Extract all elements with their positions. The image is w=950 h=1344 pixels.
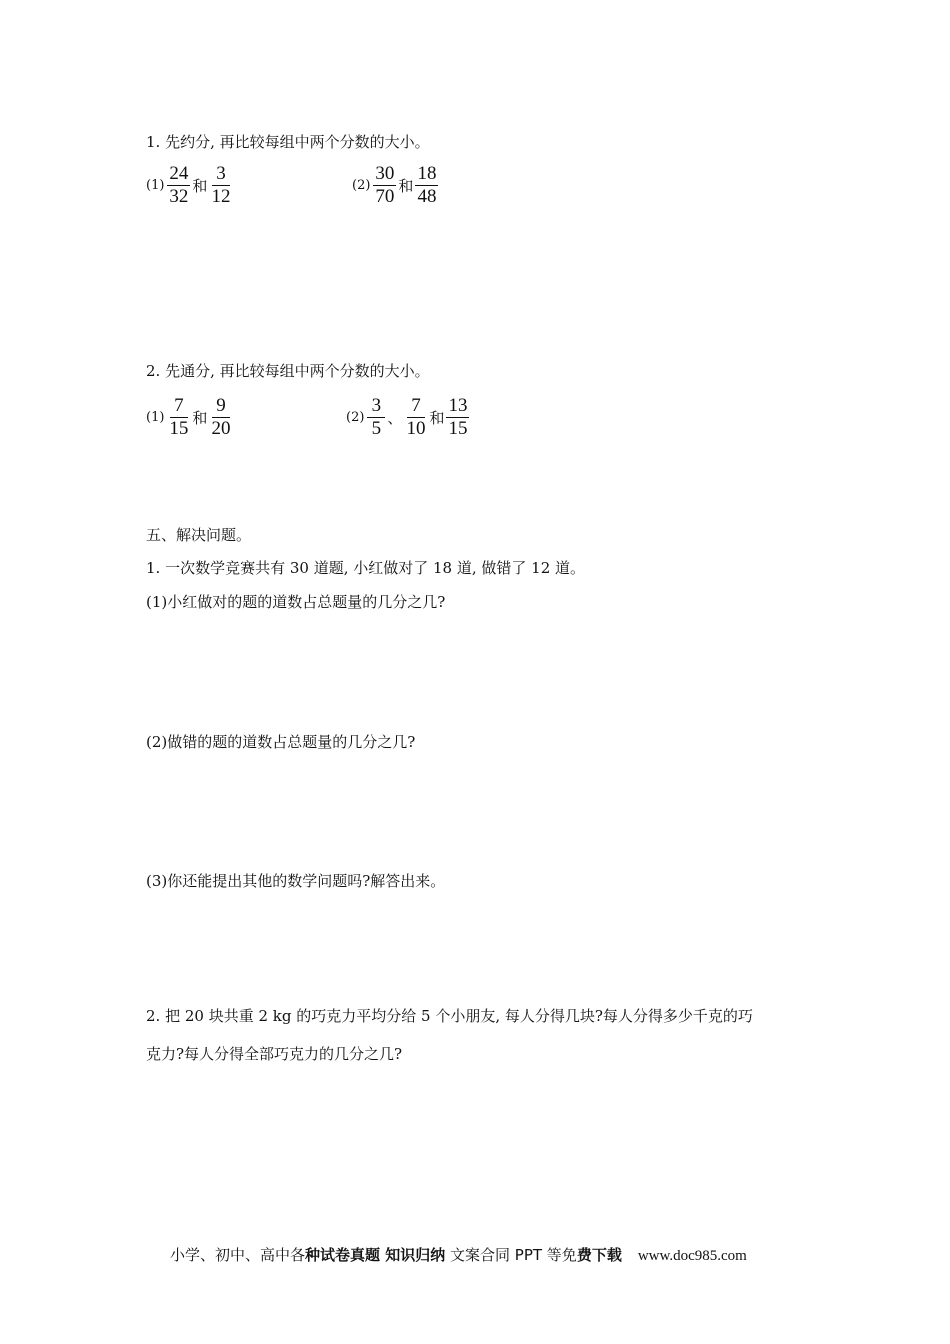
joiner: 和 (192, 177, 208, 195)
footer-text: 文案合同 PPT 等免 (445, 1246, 577, 1264)
denominator: 5 (371, 418, 382, 439)
numerator: 7 (407, 396, 425, 418)
joiner: 和 (192, 409, 208, 427)
problem1-sub2: (2)做错的题的道数占总题量的几分之几? (146, 733, 416, 751)
fraction (209, 164, 232, 207)
denominator: 10 (406, 418, 426, 439)
numerator: 24 (169, 163, 189, 184)
footer-url-link[interactable]: www.doc985.com (637, 1248, 747, 1264)
denominator: 48 (417, 186, 437, 207)
fraction (373, 164, 396, 207)
denominator: 15 (448, 418, 468, 439)
fraction (415, 164, 438, 207)
problem2-line1: 2. 把 20 块共重 2 kg 的巧克力平均分给 5 个小朋友, 每人分得几块?每人分得多少千克的巧 (146, 1007, 753, 1025)
problem2-line2: 克力?每人分得全部巧克力的几分之几? (146, 1045, 403, 1063)
numerator: 9 (212, 396, 230, 418)
part-label: (2) (352, 178, 371, 193)
numerator: 18 (417, 163, 437, 184)
numerator: 30 (375, 163, 395, 184)
denominator: 32 (169, 186, 189, 207)
section5-heading: 五、解决问题。 (146, 526, 252, 544)
q2-part1 (146, 396, 233, 439)
q1-title: 1. 先约分, 再比较每组中两个分数的大小。 (146, 133, 430, 151)
problem1-text: 1. 一次数学竞赛共有 30 道题, 小红做对了 18 道, 做错了 12 道。 (146, 559, 586, 577)
joiner: 和 (429, 409, 445, 427)
numerator: 3 (367, 396, 385, 418)
numerator: 7 (170, 396, 188, 418)
numerator: 13 (448, 395, 468, 416)
fraction (404, 396, 427, 439)
separator: 、 (387, 409, 403, 427)
part-label: (2) (346, 410, 365, 425)
denominator: 20 (211, 418, 231, 439)
denominator: 70 (375, 186, 395, 207)
fraction (446, 396, 469, 439)
part-label: (1) (146, 410, 165, 425)
fraction (209, 396, 232, 439)
fraction (367, 396, 385, 439)
fraction (167, 164, 190, 207)
q1-part2 (352, 164, 439, 207)
footer-text-bold: 费下载 (576, 1246, 622, 1264)
footer-text-bold: 种试卷真题 知识归纳 (305, 1246, 446, 1264)
q2-part2 (346, 396, 470, 439)
denominator: 15 (169, 418, 189, 439)
fraction (167, 396, 190, 439)
joiner: 和 (398, 177, 414, 195)
footer-text: 小学、初中、高中各 (170, 1246, 306, 1264)
denominator: 12 (211, 186, 231, 207)
part-label: (1) (146, 178, 165, 193)
q2-title: 2. 先通分, 再比较每组中两个分数的大小。 (146, 362, 430, 380)
problem1-sub3: (3)你还能提出其他的数学问题吗?解答出来。 (146, 872, 446, 890)
q1-part1 (146, 164, 233, 207)
footer-banner (170, 1244, 747, 1265)
problem1-sub1: (1)小红做对的题的道数占总题量的几分之几? (146, 593, 446, 611)
numerator: 3 (212, 164, 230, 186)
